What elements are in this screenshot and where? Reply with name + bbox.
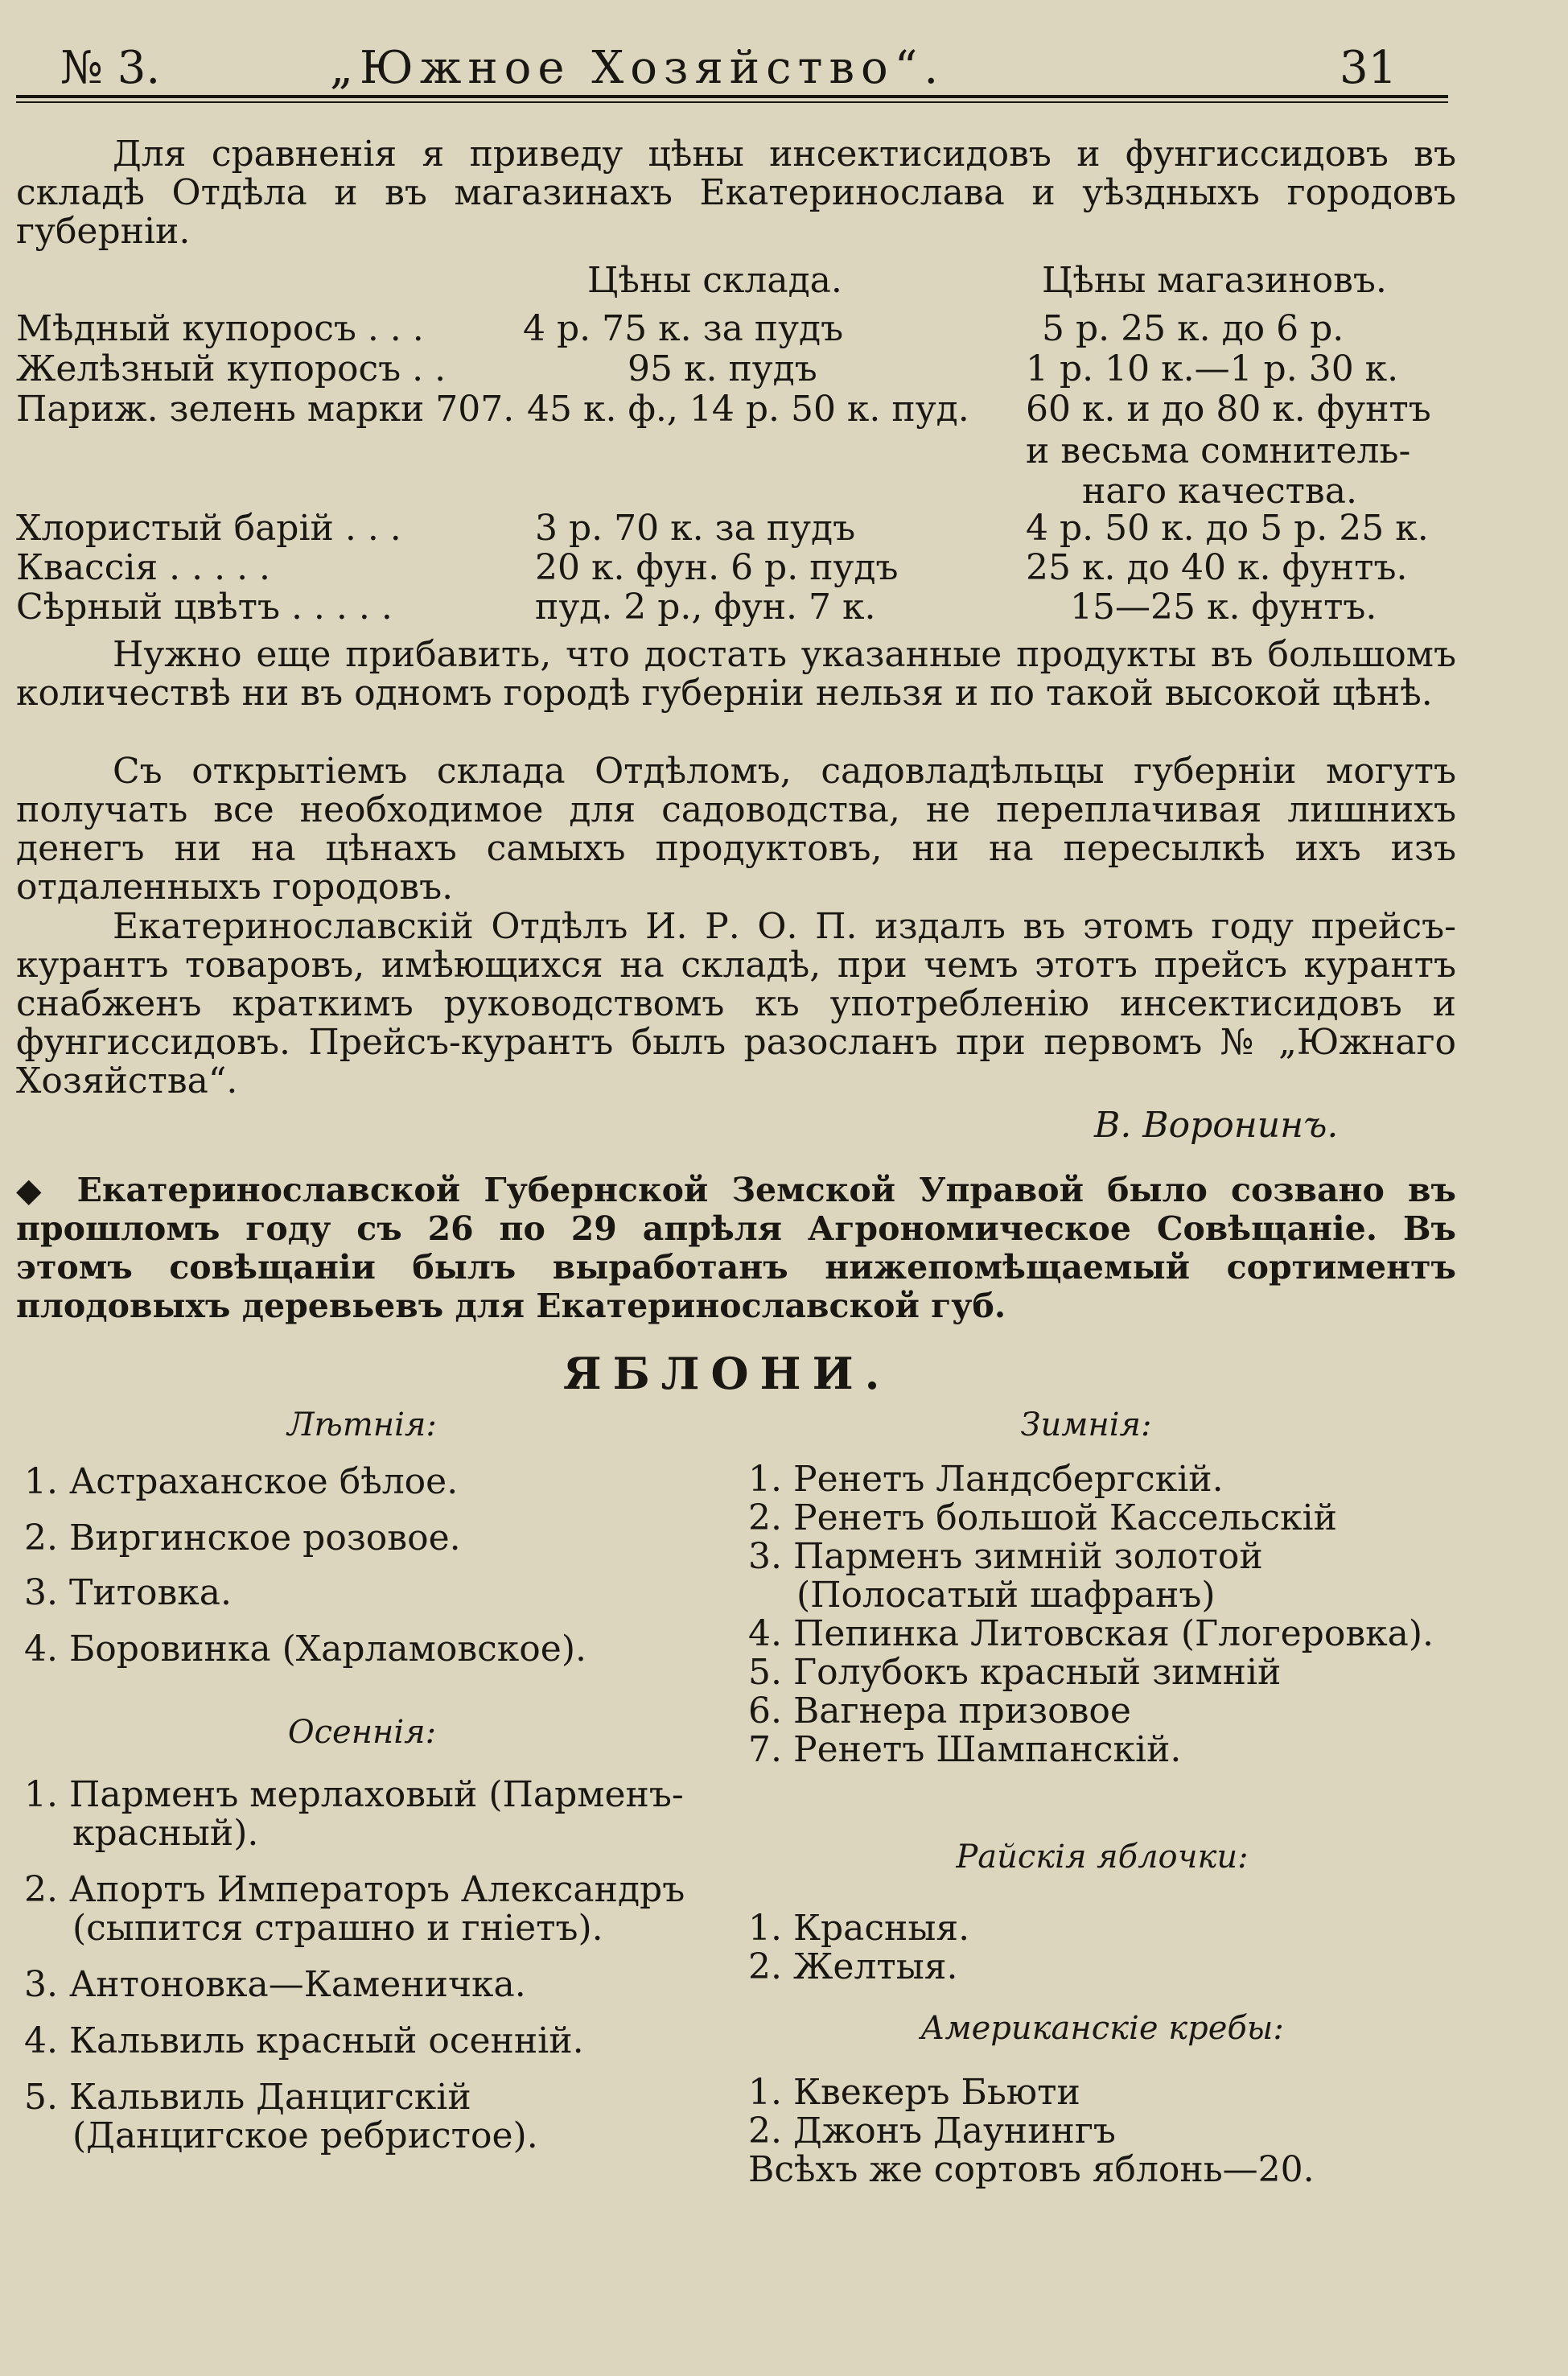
- page-number: 31: [1340, 42, 1397, 94]
- price-row-shops: и весьма сомнитель-: [1026, 430, 1411, 471]
- price-row-store: пуд. 2 р., фун. 7 к.: [535, 587, 876, 628]
- price-row-shops: 25 к. до 40 к. фунтъ.: [1026, 547, 1408, 588]
- price-row-name: Квассія . . . . .: [16, 547, 271, 588]
- list-item: 4. Пепинка Литовская (Глогеровка).: [748, 1613, 1434, 1654]
- price-row-shops: 60 к. и до 80 к. фунтъ: [1026, 389, 1431, 430]
- list-item: 7. Ренетъ Шампанскій.: [748, 1729, 1182, 1770]
- list-item: 3. Антоновка—Каменичка.: [24, 1964, 526, 2005]
- apples-heading: ЯБЛОНИ.: [563, 1348, 891, 1399]
- intro-paragraph: [16, 135, 1456, 251]
- paragraph-3-text: Съ открытіемъ склада Отдѣломъ, садовладѣльцы губерніи могутъ получать все необходимое для садоводства, не переплачивая лишнихъ денегъ ни на цѣнахъ самыхъ продуктовъ, ни на пересылкѣ ихъ изъ отдаленныхъ городовъ.: [16, 751, 1456, 908]
- list-item: 1. Астраханское бѣлое.: [24, 1461, 459, 1502]
- list-item: 5. Кальвиль Данцигскій (Данцигское ребристое).: [24, 2077, 538, 2156]
- header-rule-thin: [16, 101, 1448, 103]
- notice-bullet: ◆: [16, 1171, 77, 1209]
- price-row-store: 3 р. 70 к. за пудъ: [535, 508, 856, 549]
- price-row-store: 95 к. пудъ: [628, 348, 817, 389]
- winter-subheading: Зимнія:: [1020, 1406, 1152, 1443]
- summer-subheading: Лѣтнія:: [287, 1406, 437, 1443]
- col-header-store: Цѣны склада.: [587, 260, 842, 301]
- price-row-name: Мѣдный купоросъ . . .: [16, 308, 424, 349]
- price-row-shops: 1 р. 10 к.—1 р. 30 к.: [1026, 348, 1399, 389]
- issue-number: № 3.: [60, 42, 161, 94]
- list-item: 5. Голубокъ красный зимній: [748, 1652, 1282, 1693]
- price-row-store: 45 к. ф., 14 р. 50 к. пуд.: [527, 389, 969, 430]
- paradise-subheading: Райскія яблочки:: [956, 1839, 1249, 1876]
- price-row-shops: 4 р. 50 к. до 5 р. 25 к.: [1026, 508, 1429, 549]
- notice-paragraph: [16, 1171, 1456, 1325]
- autumn-subheading: Осеннія:: [287, 1714, 437, 1751]
- paragraph-3: [16, 752, 1456, 907]
- list-item: 1. Ренетъ Ландсбергскій.: [748, 1459, 1224, 1500]
- price-row-shops: 5 р. 25 к. до 6 р.: [1042, 308, 1344, 349]
- list-item: 4. Боровинка (Харламовское).: [24, 1629, 586, 1670]
- list-item: 3. Титовка.: [24, 1572, 232, 1613]
- journal-title: „Южное Хозяйство“.: [330, 42, 945, 94]
- col-header-shops: Цѣны магазиновъ.: [1042, 260, 1387, 301]
- intro-text: Для сравненія я приведу цѣны инсектисидовъ и фунгиссидовъ въ складѣ Отдѣла и въ магазинахъ Екатеринослава и уѣздныхъ городовъ губерніи.: [16, 134, 1456, 252]
- list-item: 6. Вагнера призовое: [748, 1690, 1131, 1732]
- winter-list: [748, 1460, 1440, 1769]
- header-rule: [16, 95, 1448, 98]
- paragraph-4-text: Екатеринославскій Отдѣлъ И. Р. О. П. издалъ въ этомъ году прейсъ-курантъ товаровъ, имѣющихся на складѣ, при чемъ этотъ прейсъ курантъ снабженъ краткимъ руководствомъ къ употребленію инсектисидовъ и фунгиссидовъ. Прейсъ-курантъ былъ разосланъ при первомъ № „Южнаго Хозяйства“.: [16, 906, 1456, 1102]
- list-item: 1. Красныя.: [748, 1908, 970, 1949]
- price-row-store: 4 р. 75 к. за пудъ: [523, 308, 844, 349]
- crabs-subheading: Американскіе кребы:: [920, 2010, 1284, 2047]
- crabs-list: [748, 2073, 1440, 2189]
- list-item: 3. Парменъ зимній золотой (Полосатый шафранъ): [748, 1536, 1263, 1616]
- list-item: 1. Квекеръ Бьюти: [748, 2072, 1080, 2113]
- list-item: 2. Апортъ Императоръ Александръ (сыпится страшно и гніетъ).: [24, 1869, 685, 1949]
- paradise-list: [748, 1909, 1440, 1987]
- price-row-store: 20 к. фун. 6 р. пудъ: [535, 547, 899, 588]
- price-row-name: Сѣрный цвѣтъ . . . . .: [16, 587, 393, 628]
- total-line: Всѣхъ же сортовъ яблонь—20.: [748, 2149, 1315, 2190]
- paragraph-2: [16, 636, 1456, 713]
- author-signature: В. Воронинъ.: [1094, 1105, 1339, 1146]
- list-item: 2. Желтыя.: [748, 1946, 958, 1987]
- list-item: 1. Парменъ мерлаховый (Парменъ-красный).: [24, 1774, 684, 1854]
- paragraph-2-text: Нужно еще прибавить, что достать указанные продукты въ большомъ количествѣ ни въ одномъ городѣ губерніи нельзя и по такой высокой цѣнѣ.: [16, 634, 1456, 714]
- list-item: 2. Джонъ Даунингъ: [748, 2110, 1116, 2152]
- autumn-list: [24, 1776, 716, 2156]
- price-row-shops: 15—25 к. фунтъ.: [1070, 587, 1377, 628]
- price-row-shops: наго качества.: [1082, 471, 1357, 512]
- price-row-name: Желѣзный купоросъ . .: [16, 348, 447, 389]
- list-item: 2. Ренетъ большой Кассельскій: [748, 1497, 1337, 1538]
- summer-list: [24, 1463, 716, 1686]
- paragraph-4: [16, 908, 1456, 1101]
- notice-text: Екатеринославской Губернской Земской Управой было созвано въ прошломъ году съ 26 по 29 апрѣля Агрономическое Совѣщаніе. Въ этомъ совѣщаніи былъ выработанъ нижепомѣщаемый сортиментъ плодовыхъ деревьевъ для Екатеринославской губ.: [16, 1171, 1456, 1325]
- list-item: 2. Виргинское розовое.: [24, 1517, 461, 1559]
- list-item: 4. Кальвиль красный осенній.: [24, 2020, 584, 2061]
- price-row-name: Хлористый барій . . .: [16, 508, 401, 549]
- price-row-name: Париж. зелень марки 707.: [16, 389, 515, 430]
